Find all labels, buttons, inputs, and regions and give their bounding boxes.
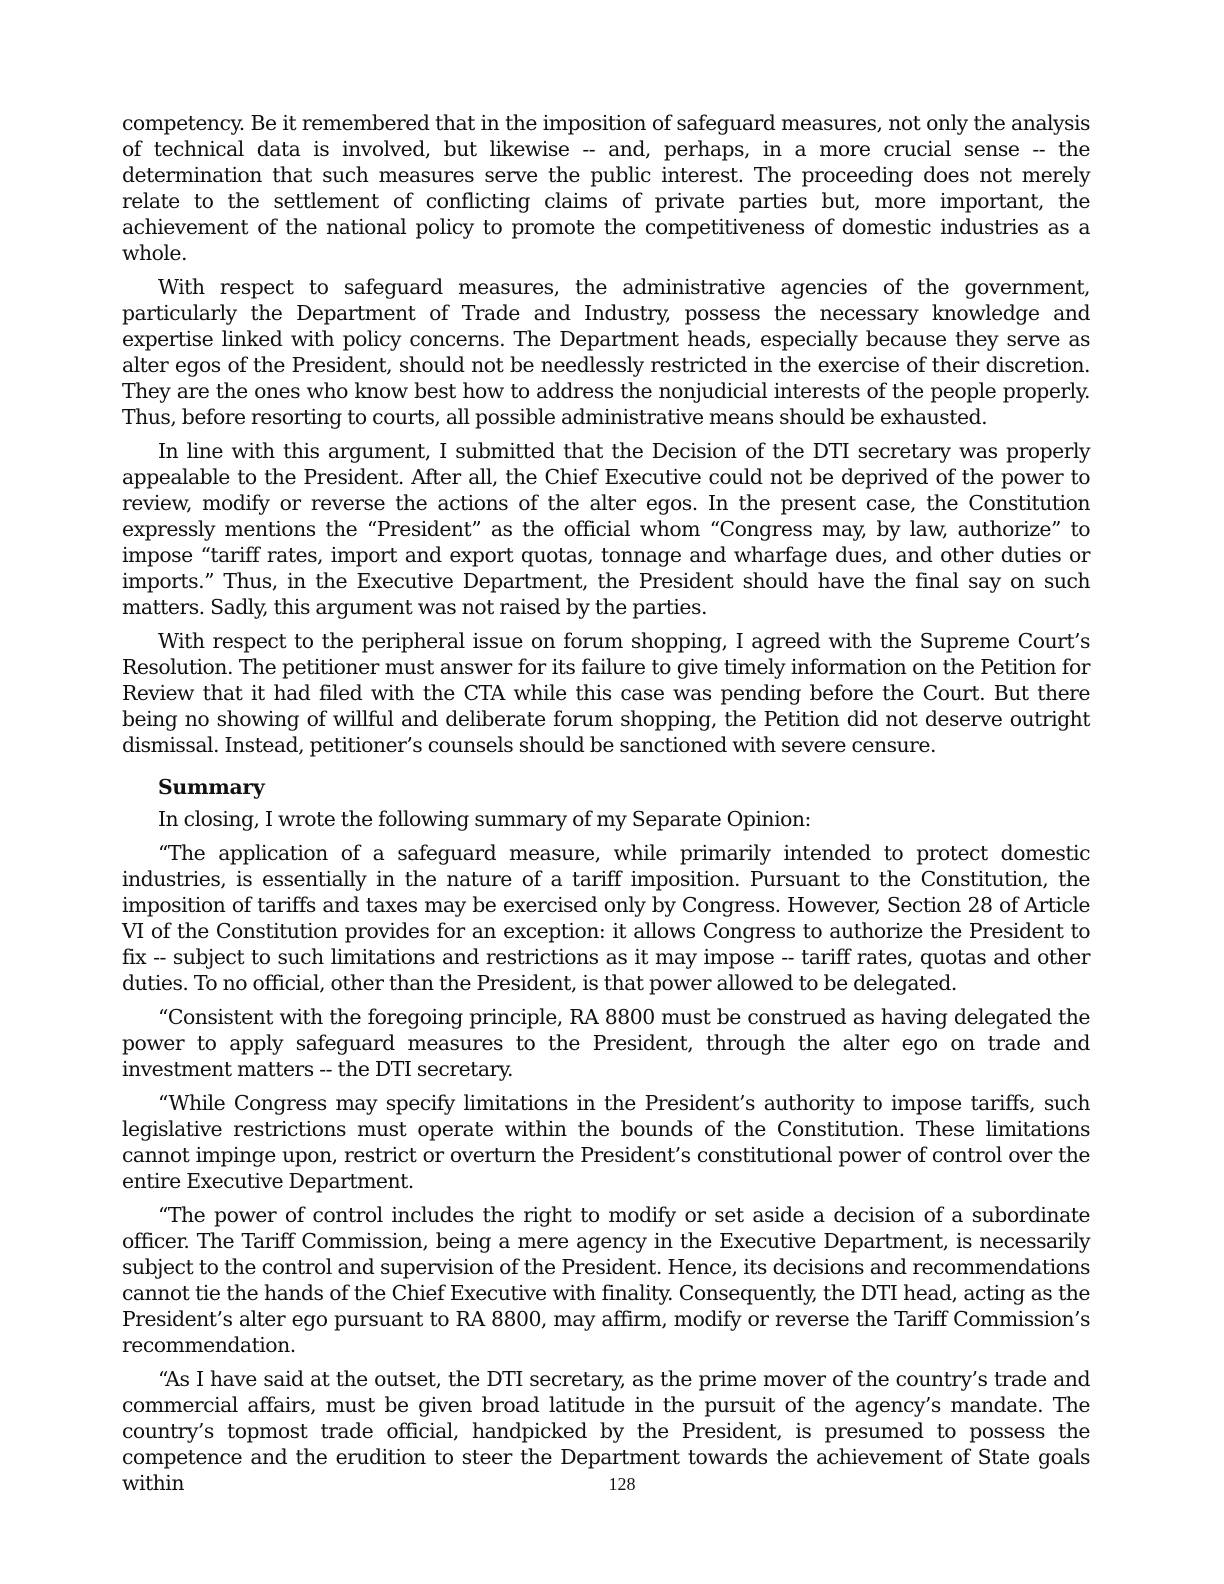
paragraph-forum-shopping: With respect to the peripheral issue on forum shopping, I agreed with the Supreme Court’s Resolution. The petitioner must answer for its failure to give timely information on the Petition for Review that it had filed with the CTA while this case was pending before the Court. But there being no showing of willful and deliberate forum shopping, the Petition did not deserve outright dismissal. Instead, petitioner’s counsels should be sanctioned with severe censure. [122,629,1090,757]
section-heading-summary: Summary [158,775,265,799]
paragraph-administrative-agencies: With respect to safeguard measures, the administrative agencies of the government, particularly the Department of Trade and Industry, possess the necessary knowledge and expertise linked with policy concerns. The Department heads, especially because they serve as alter egos of the President, should not be needlessly restricted in the exercise of their discretion. They are the ones who know best how to address the nonjudicial interests of the people properly. Thus, before resorting to courts, all possible administrative means should be exhausted. [122,275,1090,429]
paragraph-appeal-to-president: In line with this argument, I submitted that the Decision of the DTI secretary was properly appealable to the President. After all, the Chief Executive could not be deprived of the power to review, modify or reverse the actions of the alter egos. In the present case, the Constitution expressly mentions the “President” as the official whom “Congress may, by law, authorize” to impose “tariff rates, import and export quotas, tonnage and wharfage dues, and other duties or imports.” Thus, in the Executive Department, the President should have the final say on such matters. Sadly, this argument was not raised by the parties. [122,439,1090,619]
paragraph-congress-limitations: “While Congress may specify limitations in the President’s authority to impose tariffs, such legislative restrictions must operate within the bounds of the Constitution. These limitations cannot impinge upon, restrict or overturn the President’s constitutional power of control over the entire Executive Department. [122,1091,1090,1193]
paragraph-ra-8800: “Consistent with the foregoing principle, RA 8800 must be construed as having delegated the power to apply safeguard measures to the President, through the alter ego on trade and investment matters -- the DTI secretary. [122,1005,1090,1081]
page-number: 128 [608,1474,636,1494]
page-body [122,110,1090,1504]
paragraph-dti-latitude: “As I have said at the outset, the DTI secretary, as the prime mover of the country’s trade and commercial affairs, must be given broad latitude in the pursuit of the agency’s mandate. The country’s topmost trade official, handpicked by the President, is presumed to possess the competence and the erudition to steer the Department towards the achievement of State goals within [122,1367,1090,1495]
paragraph-summary-intro: In closing, I wrote the following summary of my Separate Opinion: [158,807,811,831]
paragraph-power-of-control: “The power of control includes the right to modify or set aside a decision of a subordinate officer. The Tariff Commission, being a mere agency in the Executive Department, is necessarily subject to the control and supervision of the President. Hence, its decisions and recommendations cannot tie the hands of the Chief Executive with finality. Consequently, the DTI head, acting as the President’s alter ego pursuant to RA 8800, may affirm, modify or reverse the Tariff Commission’s recommendation. [122,1203,1090,1357]
paragraph-continued: competency. Be it remembered that in the imposition of safeguard measures, not only the analysis of technical data is involved, but likewise -- and, perhaps, in a more crucial sense -- the determination that such measures serve the public interest. The proceeding does not merely relate to the settlement of conflicting claims of private parties but, more important, the achievement of the national policy to promote the competitiveness of domestic industries as a whole. [122,111,1090,265]
paragraph-safeguard-tariff: “The application of a safeguard measure, while primarily intended to protect domestic industries, is essentially in the nature of a tariff imposition. Pursuant to the Constitution, the imposition of tariffs and taxes may be exercised only by Congress. However, Section 28 of Article VI of the Constitution provides for an exception: it allows Congress to authorize the President to fix -- subject to such limitations and restrictions as it may impose -- tariff rates, quotas and other duties. To no official, other than the President, is that power allowed to be delegated. [122,841,1090,995]
